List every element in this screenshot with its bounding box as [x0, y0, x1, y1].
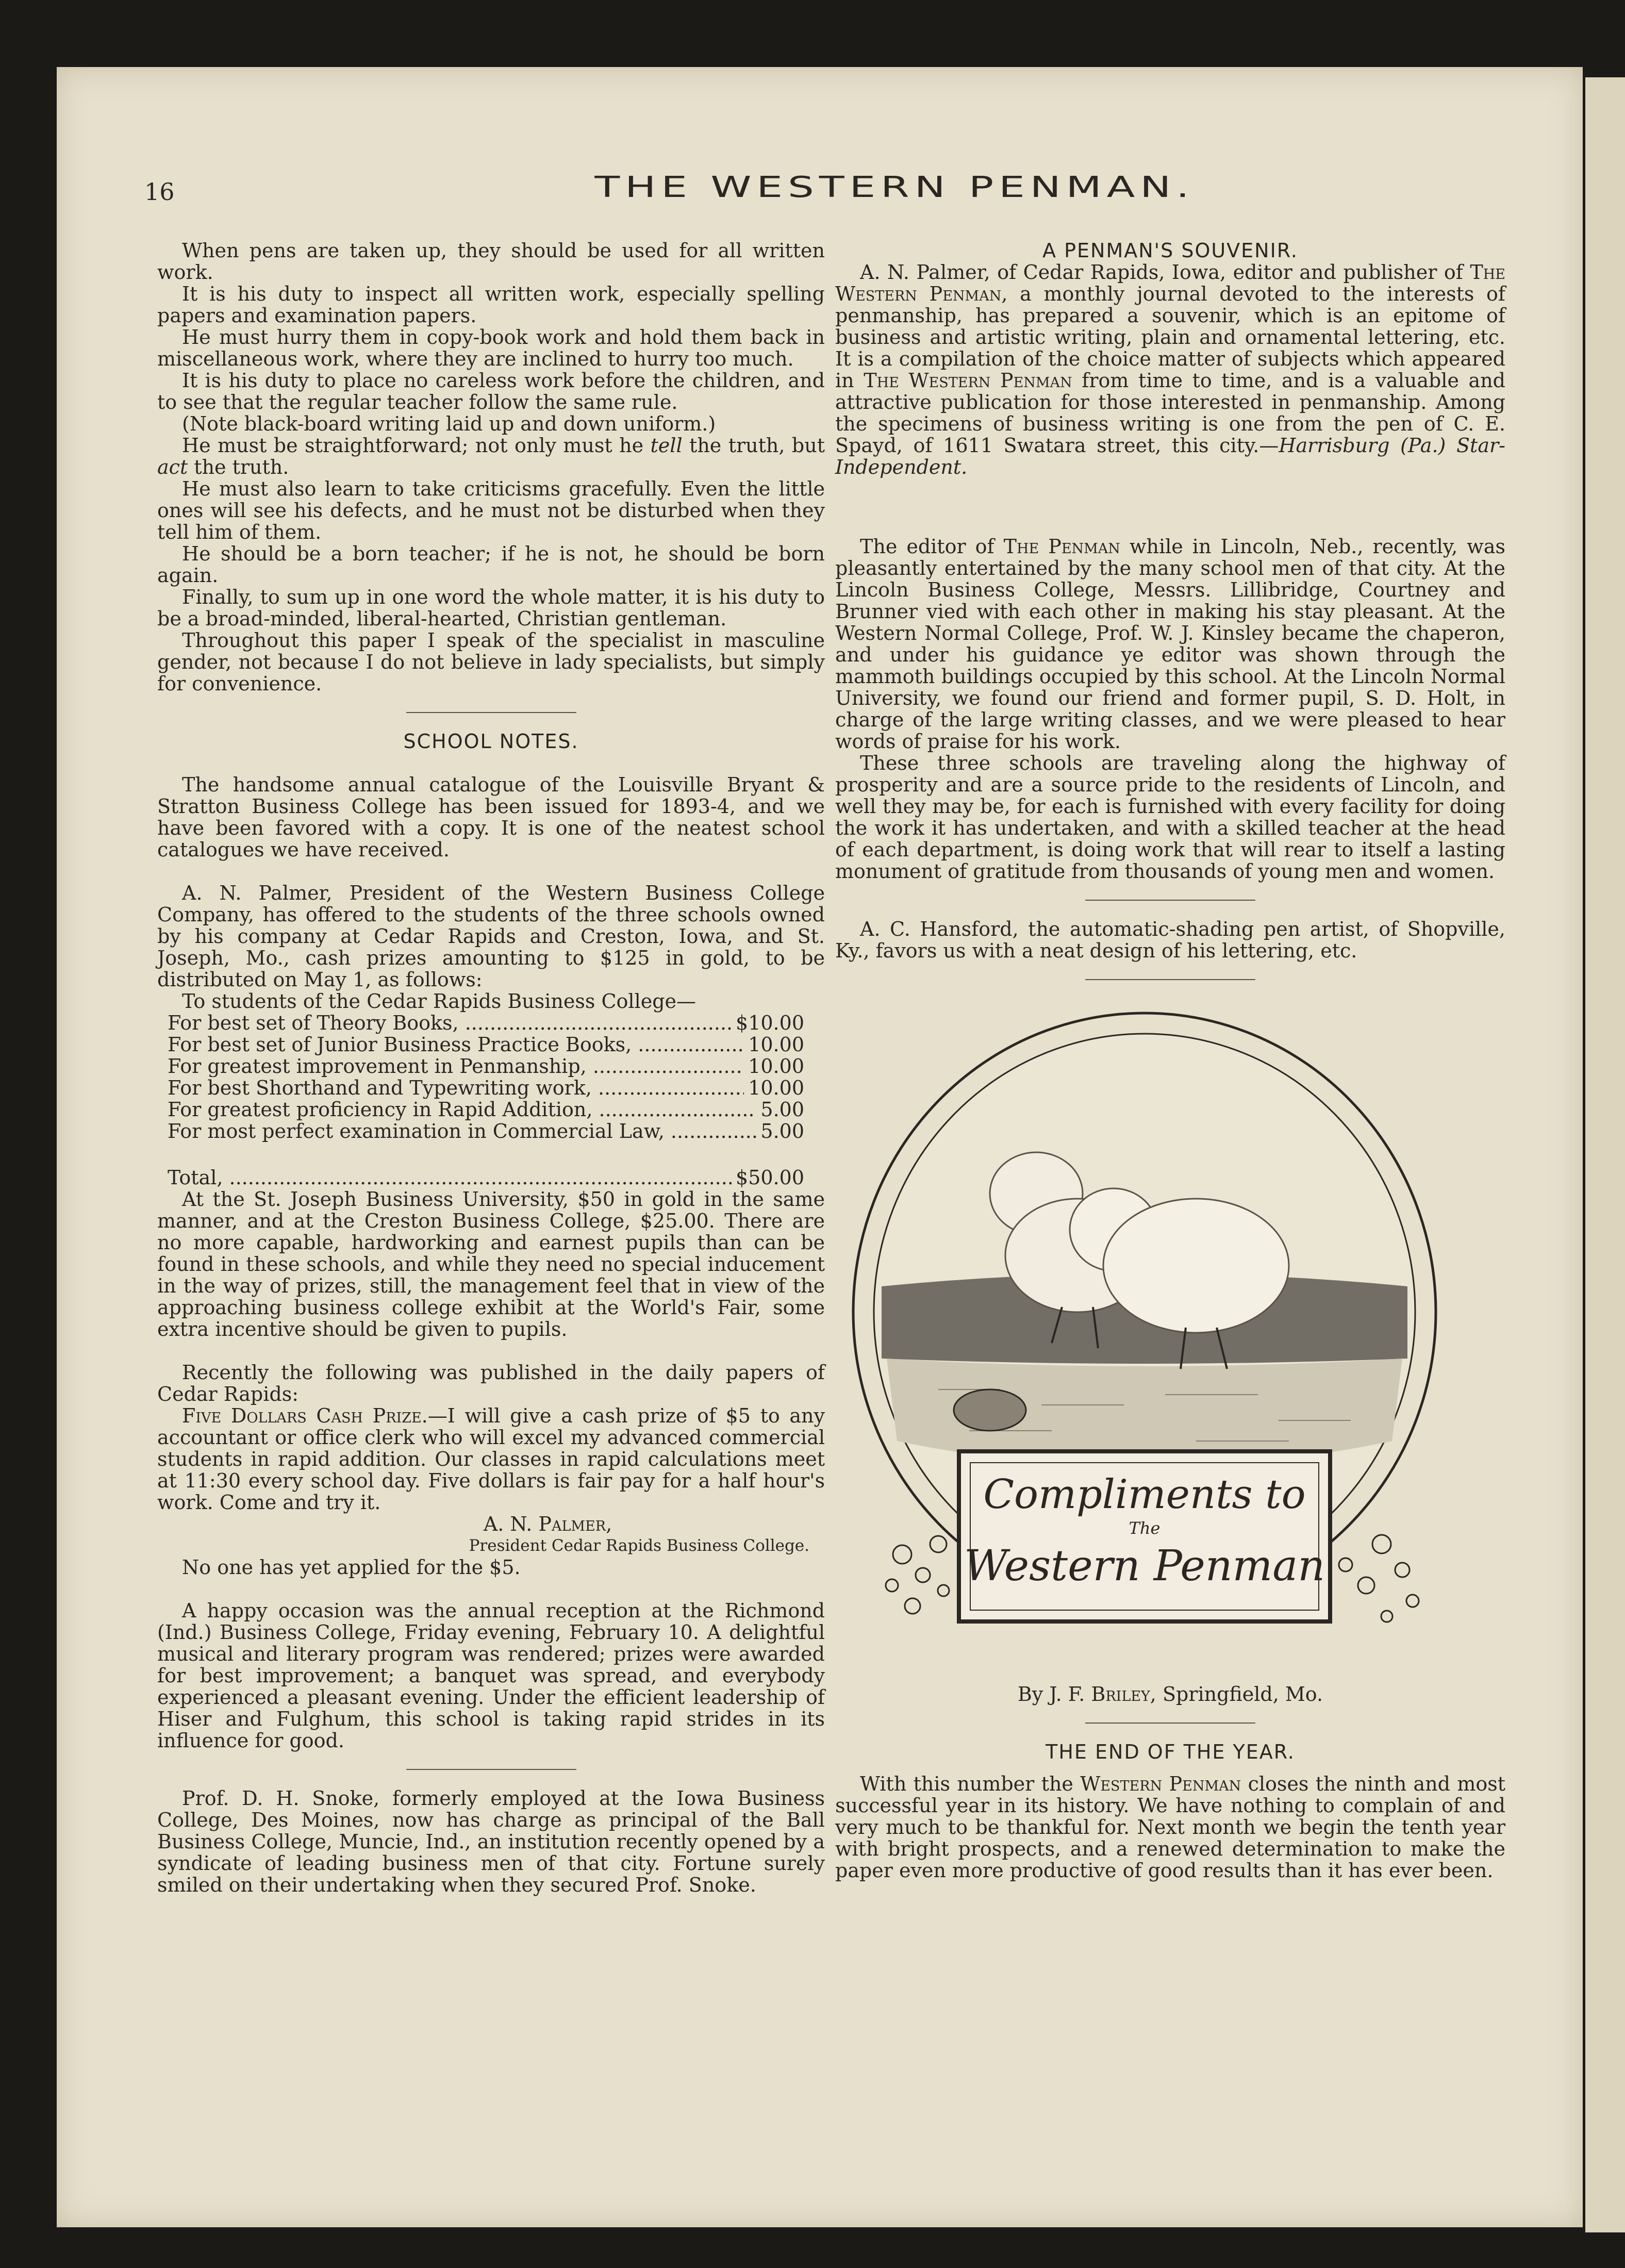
next-page-edge — [1585, 77, 1625, 2232]
paragraph: (Note black-board writing laid up and down uniform.) — [182, 412, 716, 435]
signature-title: President Cedar Rapids Business College. — [469, 1536, 809, 1555]
paragraph: A. N. Palmer, of Cedar Rapids, Iowa, editor and publisher of The Western Penman, a monthly journal devoted to the interests of penmanship, has prepared a souvenir, which is an epitome of business and artistic writing, plain and ornamental lettering, etc. It is a compilation of the choice matter of subjects which appeared in The Western Penman from time to time, and is a valuable and attractive publication for those interested in penmanship. Among the specimens of business writing is one from the pen of C. E. Spayd, of 1611 Swatara street, this city.—Harrisburg (Pa.) Star-Independent. — [835, 261, 1506, 478]
quoted-notice: Five Dollars Cash Prize.—I will give a cash prize of $5 to any accountant or office clerk who will excel my advanced commercial students in rapid addition. Our classes in rapid calculations meet at 11:30 every school day. Five dollars is fair pay for a half hour's work. Come and try it. — [157, 1404, 825, 1514]
section-divider — [406, 1769, 576, 1770]
section-title-school-notes: SCHOOL NOTES. — [403, 730, 579, 753]
paragraph: A. C. Hansford, the automatic-shading pen artist, of Shopville, Ky., favors us with a neat design of his lettering, etc. — [835, 918, 1505, 962]
lettering-line-1: Compliments to — [983, 1471, 1306, 1518]
paragraph: Recently the following was published in the daily papers of Cedar Rapids: — [157, 1361, 825, 1405]
paragraph: A happy occasion was the annual reception at the Richmond (Ind.) Business College, Friday evening, February 10. A delightful musical and literary program was rendered; prizes were awarded for best improvement; a banquet was spread, and everybody experienced a pleasant evening. Under the efficient leadership of Hiser and Fulghum, this school is taking rapid strides in its influence for good. — [157, 1599, 825, 1752]
prize-row: For most perfect examination in Commercial Law, ..... 5.00 — [168, 1120, 804, 1142]
section-divider — [1085, 900, 1255, 901]
paragraph: A. N. Palmer, President of the Western Business College Company, has offered to the students of the three schools owned by his company at Cedar Rapids and Creston, Iowa, and St. Joseph, Mo., cash prizes amounting to $125 in gold, to be distributed on May 1, as follows: — [157, 882, 825, 991]
left-column — [157, 240, 825, 1896]
prize-total-row: Total, ..... $50.00 — [168, 1167, 804, 1188]
paragraph: The editor of The Penman while in Lincoln, Neb., recently, was pleasantly entertained by the many school men of that city. At the Lincoln Business College, Messrs. Lillibridge, Courtney and Brunner vied with each other in making his stay pleasant. At the Western Normal College, Prof. W. J. Kinsley became the chaperon, and under his guidance ye editor was shown through the mammoth buildings occupied by this school. At the Lincoln Normal University, we found our friend and former pupil, S. D. Holt, in charge of the large writing classes, and we were pleased to hear words of praise for his work. — [835, 535, 1505, 753]
paragraph: Throughout this paper I speak of the specialist in masculine gender, not because I do not believe in lady specialists, but simply for convenience. — [157, 629, 825, 695]
chicks-illustration — [835, 998, 1505, 1683]
paragraph: To students of the Cedar Rapids Business College— — [182, 990, 697, 1013]
paragraph: He must be straightforward; not only must he tell the truth, but act the truth. — [157, 434, 825, 478]
paragraph: No one has yet applied for the $5. — [182, 1556, 521, 1579]
section-divider — [1085, 1723, 1255, 1724]
paragraph: At the St. Joseph Business University, $50 in gold in the same manner, and at the Creston Business College, $25.00. There are no more capable, hardworking and earnest pupils than can be found in these schools, and while they need no special inducement in the way of prizes, still, the management feel that in view of the approaching business college exhibit at the World's Fair, some extra incentive should be given to pupils. — [157, 1188, 825, 1340]
prize-row: For best set of Junior Business Practice Books, ..... 10.00 — [168, 1034, 804, 1055]
frog — [954, 1389, 1026, 1431]
paragraph: With this number the Western Penman closes the ninth and most successful year in its history. We have nothing to complain of and very much to be thankful for. Next month we begin the tenth year with bright prospects, and a renewed determination to make the paper even more productive of good results than it has ever been. — [835, 1773, 1506, 1882]
masthead-title: THE WESTERN PENMAN. — [594, 170, 1195, 204]
paragraph: When pens are taken up, they should be used for all written work. — [157, 239, 825, 284]
section-divider — [406, 712, 576, 713]
chick-body — [1103, 1199, 1289, 1333]
page-number: 16 — [144, 178, 175, 206]
paragraph: The handsome annual catalogue of the Louisville Bryant & Stratton Business College has been issued for 1893-4, and we have been favored with a copy. It is one of the neatest school catalogues we have received. — [157, 773, 825, 861]
paragraph: Prof. D. H. Snoke, formerly employed at the Iowa Business College, Des Moines, now has charge as principal of the Ball Business College, Muncie, Ind., an institution recently opened by a syndicate of leading business men of that city. Fortune surely smiled on their undertaking when they secured Prof. Snoke. — [157, 1787, 825, 1896]
signature-name: A. N. Palmer, — [483, 1513, 612, 1535]
paragraph: Finally, to sum up in one word the whole matter, it is his duty to be a broad-minded, liberal-hearted, Christian gentleman. — [157, 586, 825, 630]
section-title-end-of-year: THE END OF THE YEAR. — [1046, 1741, 1295, 1763]
lettering-line-2: The — [1129, 1518, 1160, 1538]
section-divider — [1085, 979, 1255, 980]
illustration-credit: By J. F. Briley, Springfield, Mo. — [1017, 1683, 1323, 1706]
paragraph: These three schools are traveling along the highway of prosperity and are a source pride to the residents of Lincoln, and well they may be, for each is furnished with every facility for doing the work it has undertaken, and with a skilled teacher at the head of each department, is doing work that will rear to itself a lasting monument of gratitude from thousands of young men and women. — [835, 752, 1505, 883]
paragraph: It is his duty to place no careless work before the children, and to see that the regular teacher follow the same rule. — [157, 369, 825, 413]
prize-row: For greatest proficiency in Rapid Addition, ..... 5.00 — [168, 1099, 804, 1120]
prize-list — [157, 1012, 825, 1188]
lettering-line-3: Western Penman — [964, 1542, 1325, 1591]
prize-row: For best set of Theory Books, ..... $10.00 — [168, 1012, 804, 1034]
paragraph: He should be a born teacher; if he is not, he should be born again. — [157, 542, 825, 587]
hansford-illustration — [835, 998, 1505, 1683]
right-column — [835, 240, 1505, 1881]
section-title-souvenir: A PENMAN'S SOUVENIR. — [1042, 239, 1298, 262]
paragraph: It is his duty to inspect all written work, especially spelling papers and examination papers. — [157, 283, 825, 327]
paragraph: He must hurry them in copy-book work and hold them back in miscellaneous work, where they are inclined to hurry too much. — [157, 326, 825, 370]
prize-row: For greatest improvement in Penmanship, ..... 10.00 — [168, 1055, 804, 1077]
paragraph: He must also learn to take criticisms gracefully. Even the little ones will see his defects, and he must not be disturbed when they tell him of them. — [157, 477, 825, 543]
prize-row: For best Shorthand and Typewriting work, ..... 10.00 — [168, 1077, 804, 1099]
